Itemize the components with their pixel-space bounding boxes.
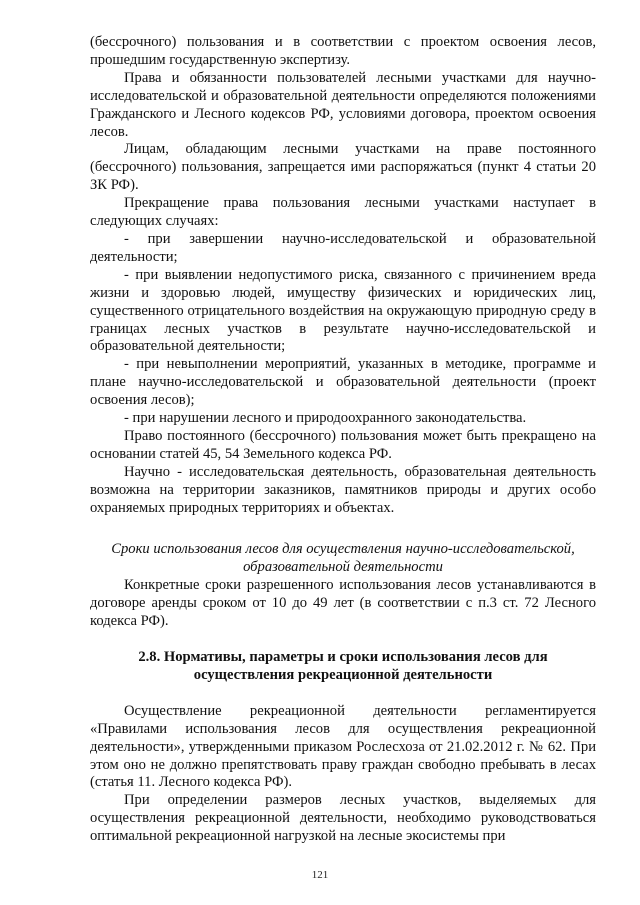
list-item-nonfulfillment: - при невыполнении мероприятий, указанных в методике, программе и плане научно-исследовательской и образовательной деятельности (проект освоения лесов); — [90, 356, 596, 409]
list-item-completion: - при завершении научно-исследовательской и образовательной деятельности; — [90, 230, 596, 265]
paragraph-recreation-regulation: Осуществление рекреационной деятельности регламентируется «Правилами использования лесов для осуществления рекреационной деятельности», утвержденными приказом Рослесхоза от 21.02.2012 г. № 62. При этом оно не должно препятствовать праву граждан свободно пребывать в лесах (статья 11. Лесного кодекса РФ). — [90, 702, 596, 791]
page-number: 121 — [311, 869, 329, 881]
paragraph-termination-intro: Прекращение права пользования лесными участками наступает в следующих случаях: — [90, 195, 596, 230]
paragraph-lease-terms: Конкретные сроки разрешенного использования лесов устанавливаются в договоре аренды сроком от 10 до 49 лет (в соответствии с п.3 ст. 72 Лесного кодекса РФ). — [90, 577, 596, 630]
paragraph-continuation: (бессрочного) пользования и в соответствии с проектом освоения лесов, прошедшим государственную экспертизу. — [90, 34, 596, 68]
paragraph-recreation-load: При определении размеров лесных участков, выделяемых для осуществления рекреационной деятельности, необходимо руководствоваться оптимальной рекреационной нагрузкой на лесные экосистемы при — [90, 792, 596, 845]
paragraph-protected-areas: Научно - исследовательская деятельность, образовательная деятельность возможна на территории заказников, памятников природы и других особо охраняемых природных территориях и объектах. — [90, 463, 596, 516]
subheading-terms: Сроки использования лесов для осуществления научно-исследовательской, образовательной деятельности — [111, 541, 575, 576]
document-page — [90, 34, 596, 846]
list-item-violation: - при нарушении лесного и природоохранного законодательства. — [124, 410, 527, 427]
section-title: 2.8. Нормативы, параметры и сроки использования лесов для осуществления рекреационной деятельности — [138, 649, 548, 683]
list-item-risk: - при выявлении недопустимого риска, связанного с причинением вреда жизни и здоровью людей, имуществу физических и юридических лиц, существенного отрицательного воздействия на окружающую природную среду в границах лесных участков в результате научно-исследовательской и образовательной деятельности; — [90, 266, 596, 355]
paragraph-rights-obligations: Права и обязанности пользователей лесными участками для научно-исследовательской и образовательной деятельности определяются положениями Гражданского и Лесного кодексов РФ, условиями договора, проектом освоения лесов. — [90, 69, 596, 140]
paragraph-permanent-use-termination: Право постоянного (бессрочного) пользования может быть прекращено на основании статей 45, 54 Земельного кодекса РФ. — [90, 427, 596, 462]
paragraph-disposal-prohibition: Лицам, обладающим лесными участками на праве постоянного (бессрочного) пользования, запрещается ими распоряжаться (пункт 4 статьи 20 ЗК РФ). — [90, 141, 596, 194]
